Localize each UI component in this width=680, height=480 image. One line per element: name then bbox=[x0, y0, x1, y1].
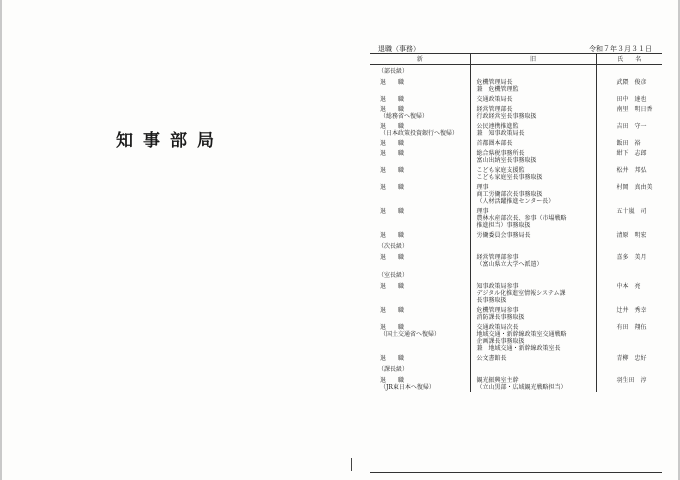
new-post-cell-line: 退 職 bbox=[380, 167, 405, 174]
new-post-cell-line: 退 職 bbox=[380, 355, 405, 362]
old-post-cell-line: 経営管理部長 bbox=[476, 106, 513, 113]
old-post-cell-line: 農林水産部次長、参事（市場戦略 bbox=[476, 215, 567, 222]
empty-cell bbox=[596, 269, 662, 281]
person-name-cell: 中本 亮 bbox=[596, 281, 662, 305]
old-post-cell bbox=[470, 148, 596, 165]
section-row bbox=[370, 269, 662, 281]
old-post-cell bbox=[470, 121, 596, 138]
person-name-cell: 南里 明日香 bbox=[596, 104, 662, 121]
old-post-cell-line: 危機管理局長 bbox=[476, 79, 513, 86]
new-post-cell bbox=[370, 375, 470, 392]
section-title: （室長級） bbox=[378, 271, 409, 279]
new-post-cell bbox=[370, 148, 470, 165]
person-name-cell: 羽生田 淳 bbox=[596, 375, 662, 392]
section-title: （課長級） bbox=[378, 365, 409, 373]
section-title: （次長級） bbox=[378, 242, 409, 250]
new-post-cell bbox=[370, 121, 470, 138]
old-post-cell-line: 経営管理部参事 bbox=[476, 254, 519, 261]
table-row bbox=[370, 94, 662, 104]
old-post-cell-line: 公民連携推進監 bbox=[476, 123, 519, 130]
list-date: 令和７年３月３１日 bbox=[589, 45, 652, 53]
old-post-cell-line: 首都圏本部長 bbox=[476, 140, 513, 147]
empty-cell bbox=[470, 269, 596, 281]
old-post-cell bbox=[470, 165, 596, 182]
new-post-cell-line: 退 職 bbox=[380, 307, 405, 314]
new-post-cell bbox=[370, 252, 470, 269]
old-post-cell-line: 地域交通・新幹線政策室交通戦略 bbox=[476, 331, 567, 338]
department-title: 知事部局 bbox=[116, 131, 224, 151]
old-post-cell-line: 長事務取扱 bbox=[476, 297, 507, 304]
new-post-cell-line: 退 職 bbox=[380, 140, 405, 147]
old-post-cell bbox=[470, 77, 596, 94]
table-row bbox=[370, 230, 662, 240]
person-name-cell: 紺下 志郎 bbox=[596, 148, 662, 165]
old-post-cell-line: 商工労働部次長事務取扱 bbox=[476, 191, 543, 198]
person-name-cell: 村岡 真由美 bbox=[596, 182, 662, 206]
person-name-cell: 武隈 俊彦 bbox=[596, 77, 662, 94]
scan-mark bbox=[351, 458, 352, 471]
table-row bbox=[370, 375, 662, 392]
table-row bbox=[370, 104, 662, 121]
table-row bbox=[370, 77, 662, 94]
empty-cell bbox=[470, 363, 596, 375]
old-post-cell-line: 兼 地域交通・新幹線政策室長 bbox=[476, 345, 561, 352]
empty-cell bbox=[596, 363, 662, 375]
table-row bbox=[370, 148, 662, 165]
old-post-cell bbox=[470, 305, 596, 322]
old-post-cell-line: 総合県税事務所長 bbox=[476, 150, 525, 157]
table-row bbox=[370, 138, 662, 148]
new-post-cell-line: （JR東日本へ復帰） bbox=[380, 384, 435, 391]
old-post-cell bbox=[470, 353, 596, 363]
table-row bbox=[370, 281, 662, 305]
old-post-cell-line: （立山黒部・広域観光戦略担当） bbox=[476, 384, 567, 391]
old-post-cell-line: 交通政策局長 bbox=[476, 96, 513, 103]
new-post-cell bbox=[370, 206, 470, 230]
new-post-cell-line: 退 職 bbox=[380, 184, 405, 191]
old-post-cell-line: こども家庭支援監 bbox=[476, 167, 525, 174]
old-post-cell-line: 公文書館長 bbox=[476, 355, 507, 362]
old-post-cell-line: デジタル化推進室情報システム課 bbox=[476, 290, 566, 297]
new-post-cell-line: 退 職 bbox=[380, 283, 405, 290]
old-post-cell-line: 兼 知事政策局長 bbox=[476, 130, 525, 137]
old-post-cell-line: （富山県立大学へ派遣） bbox=[476, 261, 543, 268]
table-row bbox=[370, 305, 662, 322]
new-post-cell bbox=[370, 353, 470, 363]
new-post-cell bbox=[370, 94, 470, 104]
new-post-cell bbox=[370, 322, 470, 353]
old-post-cell-line: 推進担当）事務取扱 bbox=[476, 222, 531, 229]
person-name-cell: 喜多 美月 bbox=[596, 252, 662, 269]
old-post-cell-line: 知事政策局参事 bbox=[476, 283, 519, 290]
new-post-cell-line: 退 職 bbox=[380, 79, 405, 86]
column-header-old: 旧 bbox=[470, 54, 596, 65]
old-post-cell-line: 企画課長事務取扱 bbox=[476, 338, 525, 345]
section-row bbox=[370, 240, 662, 252]
old-post-cell bbox=[470, 322, 596, 353]
table-row bbox=[370, 252, 662, 269]
new-post-cell-line: （日本政策投資銀行へ復帰） bbox=[380, 130, 459, 137]
table-row bbox=[370, 322, 662, 353]
column-header-new: 新 bbox=[370, 54, 470, 65]
list-title: 退職（事務） bbox=[378, 45, 420, 53]
section-row bbox=[370, 363, 662, 375]
old-post-cell bbox=[470, 206, 596, 230]
section-row bbox=[370, 65, 662, 78]
person-name-cell: 清原 明宏 bbox=[596, 230, 662, 240]
old-post-cell bbox=[470, 182, 596, 206]
empty-cell bbox=[470, 65, 596, 78]
old-post-cell-line: 観光振興室主幹 bbox=[476, 377, 519, 384]
new-post-cell-line: （総務省へ復帰） bbox=[380, 113, 429, 120]
new-post-cell bbox=[370, 182, 470, 206]
new-post-cell bbox=[370, 165, 470, 182]
table-row bbox=[370, 353, 662, 363]
left-scan-edge bbox=[0, 0, 2, 480]
person-name-cell: 飯田 裕 bbox=[596, 138, 662, 148]
new-post-cell-line: 退 職 bbox=[380, 96, 405, 103]
old-post-cell-line: （人材活躍推進センター長） bbox=[476, 198, 555, 205]
table-header-row bbox=[370, 54, 662, 65]
old-post-cell bbox=[470, 138, 596, 148]
old-post-cell-line: 消防課長事務取扱 bbox=[476, 314, 525, 321]
section-title: （部長級） bbox=[378, 67, 409, 75]
new-post-cell bbox=[370, 230, 470, 240]
column-header-name: 氏 名 bbox=[596, 54, 662, 65]
new-post-cell bbox=[370, 77, 470, 94]
person-name-cell: 辻井 秀幸 bbox=[596, 305, 662, 322]
table-bottom-rule bbox=[370, 472, 662, 473]
person-name-cell: 有田 翔伍 bbox=[596, 322, 662, 353]
new-post-cell bbox=[370, 281, 470, 305]
old-post-cell-line: 理事 bbox=[476, 208, 489, 215]
new-post-cell-line: 退 職 bbox=[380, 208, 405, 215]
old-post-cell bbox=[470, 230, 596, 240]
new-post-cell-line: 退 職 bbox=[380, 232, 405, 239]
new-post-cell-line: 退 職 bbox=[380, 377, 405, 384]
empty-cell bbox=[470, 240, 596, 252]
new-post-cell bbox=[370, 305, 470, 322]
new-post-cell bbox=[370, 138, 470, 148]
empty-cell bbox=[596, 65, 662, 78]
old-post-cell-line: 行政経営室長事務取扱 bbox=[476, 113, 537, 120]
old-post-cell-line: 労働委員会事務局長 bbox=[476, 232, 531, 239]
person-name-cell: 吉田 守一 bbox=[596, 121, 662, 138]
old-post-cell-line: 交通政策局次長 bbox=[476, 324, 519, 331]
table-row bbox=[370, 121, 662, 138]
new-post-cell-line: 退 職 bbox=[380, 123, 405, 130]
new-post-cell-line: （国土交通省へ復帰） bbox=[380, 331, 441, 338]
new-post-cell-line: 退 職 bbox=[380, 150, 405, 157]
old-post-cell bbox=[470, 281, 596, 305]
old-post-cell bbox=[470, 104, 596, 121]
new-post-cell-line: 退 職 bbox=[380, 324, 405, 331]
person-name-cell: 松井 邦弘 bbox=[596, 165, 662, 182]
old-post-cell-line: 富山出納室長事務取扱 bbox=[476, 157, 537, 164]
new-post-cell-line: 退 職 bbox=[380, 254, 405, 261]
table-row bbox=[370, 182, 662, 206]
old-post-cell bbox=[470, 94, 596, 104]
old-post-cell bbox=[470, 375, 596, 392]
old-post-cell-line: 兼 危機管理監 bbox=[476, 86, 519, 93]
old-post-cell-line: 危機管理局参事 bbox=[476, 307, 519, 314]
table-row bbox=[370, 206, 662, 230]
table-body bbox=[370, 65, 662, 393]
table-row bbox=[370, 165, 662, 182]
person-name-cell: 青柳 忠好 bbox=[596, 353, 662, 363]
old-post-cell-line: 理事 bbox=[476, 184, 489, 191]
personnel-table bbox=[370, 53, 662, 392]
new-post-cell bbox=[370, 104, 470, 121]
person-name-cell: 田中 達也 bbox=[596, 94, 662, 104]
old-post-cell-line: こども家庭室長事務取扱 bbox=[476, 174, 543, 181]
old-post-cell bbox=[470, 252, 596, 269]
new-post-cell-line: 退 職 bbox=[380, 106, 405, 113]
empty-cell bbox=[596, 240, 662, 252]
person-name-cell: 五十嵐 司 bbox=[596, 206, 662, 230]
